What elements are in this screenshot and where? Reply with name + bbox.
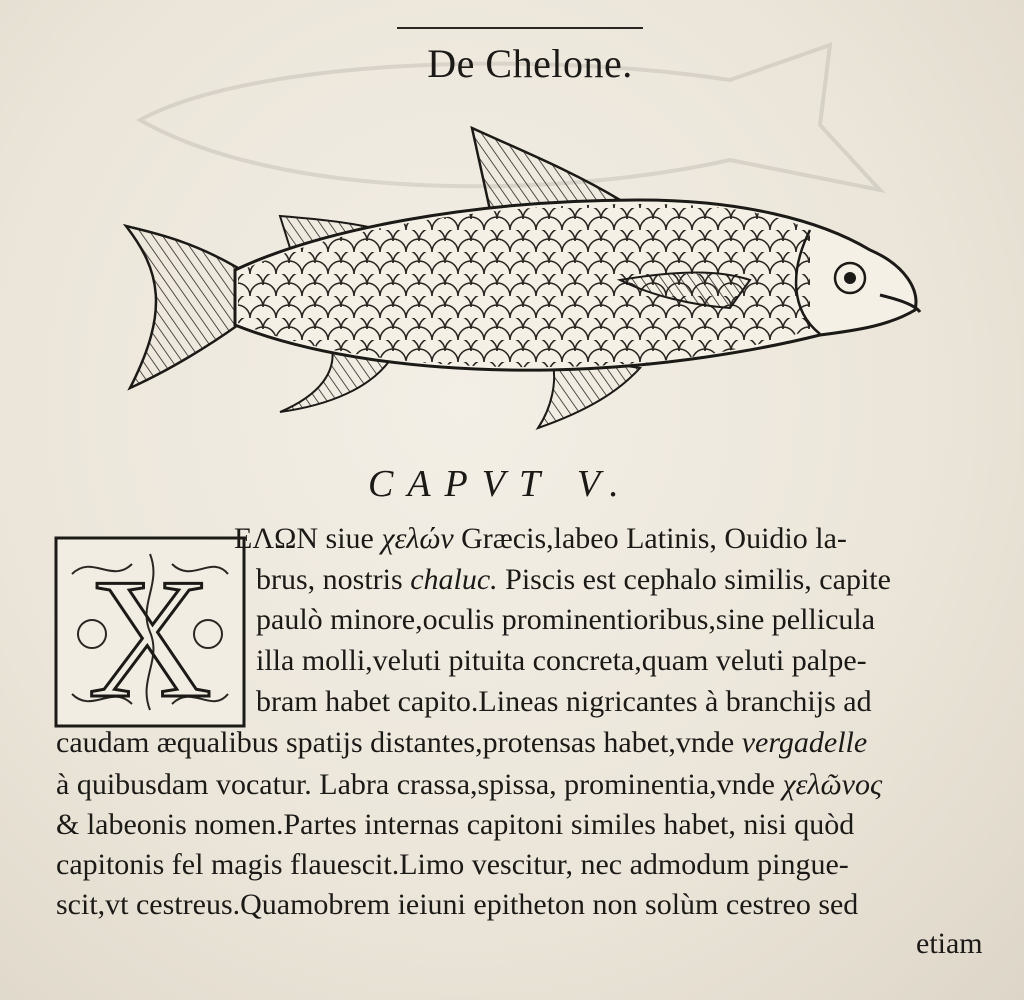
text-line-9: capitonis fel magis flauescit.Limo vescitur, nec admodum pingue- [56,848,849,881]
text-line-3: paulò minore,oculis prominentioribus,sine pellicula [256,603,876,636]
text-line-2: brus, nostris chaluc. Piscis est cephalo similis, capite [256,563,891,596]
text-line-1: ΕΛΩΝ siue χελών Græcis,labeo Latinis, Ouidio la- [234,522,847,555]
chapter-caption: CAPVT V. [368,463,633,505]
drop-cap-letter: X [87,544,213,730]
text-line-5: bram habet capito.Lineas nigricantes à branchijs ad [256,685,872,718]
page-title: De Chelone. [427,41,633,86]
header-rule [397,27,643,29]
text-line-6: caudam æqualibus spatijs distantes,protensas habet,vnde vergadelle [56,726,868,759]
text-line-7: à quibusdam vocatur. Labra crassa,spissa, prominentia,vnde χελῶνος [56,768,883,801]
catchword: etiam [916,927,983,960]
text-line-10: scit,vt cestreus.Quamobrem ieiuni epitheton non solùm cestreo sed [56,888,859,921]
text-line-8: & labeonis nomen.Partes internas capitoni similes habet, nisi quòd [56,808,855,841]
fish-woodcut-image [120,120,930,440]
text-line-4: illa molli,veluti pituita concreta,quam veluti palpe- [256,644,867,677]
ornamental-drop-cap-image [52,534,248,730]
